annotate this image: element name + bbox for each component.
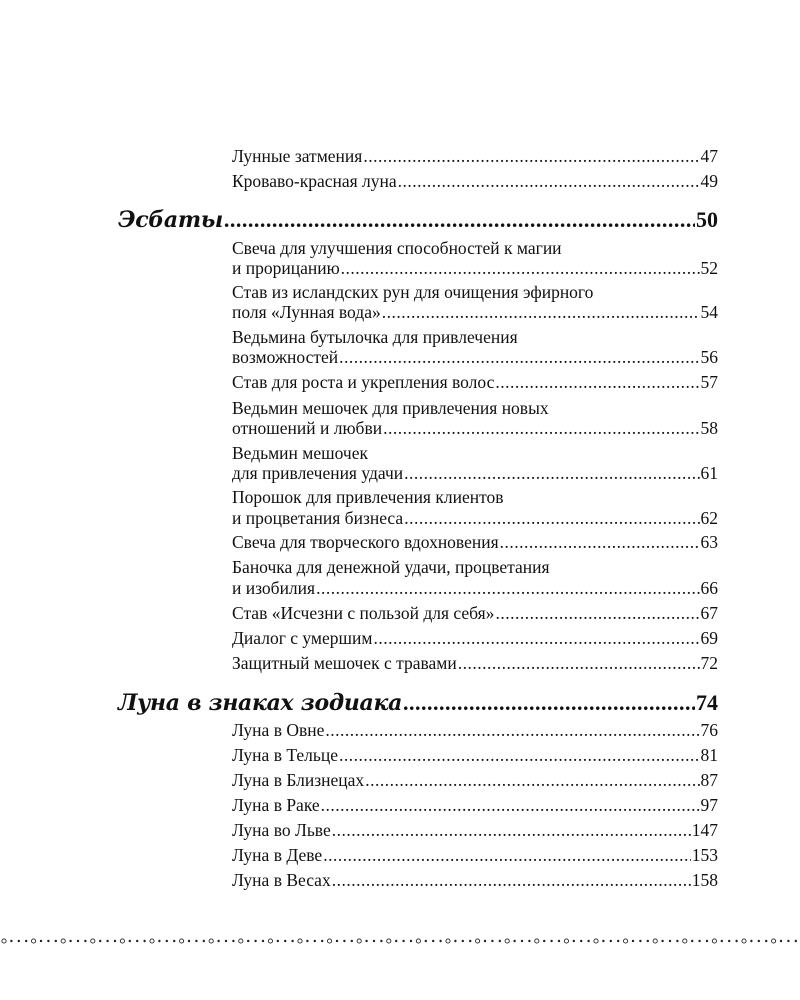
border-dot [735, 940, 737, 942]
toc-section-title: Эсбаты [118, 207, 223, 233]
border-dot [639, 940, 641, 942]
toc-entry [232, 171, 718, 191]
toc-entry-page: 56 [700, 347, 718, 367]
border-dot [632, 940, 634, 942]
toc-entry-page: 158 [691, 870, 718, 890]
toc-entry-page: 87 [700, 770, 718, 790]
border-dot [594, 939, 598, 943]
toc-entry-title: Луна во Льве [232, 820, 331, 840]
border-dot [120, 939, 124, 943]
border-dot [617, 940, 619, 942]
border-dot [47, 940, 49, 942]
border-dot [462, 940, 464, 942]
dot-leader [316, 578, 699, 598]
toc-entry [232, 532, 718, 552]
toc-entry-page: 153 [691, 845, 718, 865]
dot-leader [323, 845, 691, 865]
border-dot [328, 939, 332, 943]
toc-entry [232, 508, 718, 528]
dot-leader [458, 653, 700, 673]
toc-entry-page: 58 [700, 418, 718, 438]
toc-entry [232, 603, 718, 623]
dot-leader [365, 770, 699, 790]
toc-entry-line [232, 282, 718, 302]
dot-leader [332, 820, 691, 840]
border-dot [676, 940, 678, 942]
border-dot [10, 940, 12, 942]
toc-entry-title: поля «Лунная вода» [232, 302, 381, 322]
border-dot [765, 940, 767, 942]
border-dot [254, 940, 256, 942]
border-dot [232, 940, 234, 942]
border-dot [217, 940, 219, 942]
toc-entry [232, 870, 718, 890]
border-dot [298, 939, 302, 943]
border-dot [416, 939, 420, 943]
border-dot [225, 940, 227, 942]
dot-leader [398, 171, 700, 191]
border-dot [528, 940, 530, 942]
toc-entry [232, 770, 718, 790]
border-dot [84, 940, 86, 942]
border-dot [195, 940, 197, 942]
toc-entry [232, 347, 718, 367]
border-dot [380, 940, 382, 942]
border-dot [314, 940, 316, 942]
border-dot [25, 940, 27, 942]
dot-leader [404, 508, 699, 528]
toc-entry [232, 745, 718, 765]
border-dot [351, 940, 353, 942]
toc-entry-title: Свеча для улучшения способностей к магии [232, 238, 562, 258]
border-dot [505, 939, 509, 943]
border-dot [106, 940, 108, 942]
toc-entry-title: Луна в Весах [232, 870, 331, 890]
border-dot [143, 940, 145, 942]
dot-leader [382, 302, 700, 322]
border-dot [410, 940, 412, 942]
border-dot [772, 939, 776, 943]
border-dot [573, 940, 575, 942]
toc-entry-page: 147 [691, 820, 718, 840]
border-dot [432, 940, 434, 942]
toc-section-title: Луна в знаках зодиака [118, 690, 403, 716]
toc-entry-title: Став для роста и укрепления волос [232, 372, 495, 392]
border-dot [173, 940, 175, 942]
toc-entry-page: 81 [700, 745, 718, 765]
toc-entry-page: 52 [700, 258, 718, 278]
border-dot [91, 939, 95, 943]
toc-entry-title: отношений и любви [232, 418, 383, 438]
dot-leader [332, 870, 691, 890]
border-dot [543, 940, 545, 942]
border-dot [69, 940, 71, 942]
toc-entry [232, 258, 718, 278]
border-dot [454, 940, 456, 942]
dot-leader [321, 795, 700, 815]
border-dot [624, 939, 628, 943]
border-dot [521, 940, 523, 942]
border-dot [18, 940, 20, 942]
toc-entry [232, 372, 718, 392]
border-dot [610, 940, 612, 942]
border-dot [602, 940, 604, 942]
toc-entry-title: Свеча для творческого вдохновения [232, 532, 499, 552]
toc-entry-line [232, 443, 718, 463]
border-dot [484, 940, 486, 942]
border-dot [336, 940, 338, 942]
dot-leader [325, 720, 699, 740]
border-dot [721, 940, 723, 942]
toc-entry-title: Луна в Деве [232, 845, 323, 865]
border-dot [373, 940, 375, 942]
border-dot [40, 940, 42, 942]
border-dot [291, 940, 293, 942]
toc-entry-title: для привлечения удачи [232, 463, 404, 483]
border-dot [129, 940, 131, 942]
border-dot [712, 939, 716, 943]
toc-entry [232, 463, 718, 483]
border-dot [268, 939, 272, 943]
toc-section-page: 74 [696, 690, 718, 715]
toc-entry-page: 57 [700, 372, 718, 392]
toc-entry-line [232, 238, 718, 258]
toc-entry-page: 72 [700, 653, 718, 673]
toc-entry-page: 49 [700, 171, 718, 191]
toc-entry [232, 795, 718, 815]
border-dot [439, 940, 441, 942]
dot-leader [495, 603, 699, 623]
border-dot [564, 939, 568, 943]
toc-entry-title: Кроваво-красная луна [232, 171, 397, 191]
border-dot [469, 940, 471, 942]
border-dot [491, 940, 493, 942]
border-dot [795, 940, 797, 942]
toc-entry-title: и изобилия [232, 578, 316, 598]
border-dot [446, 939, 450, 943]
toc-entry-page: 67 [700, 603, 718, 623]
toc-entry-page: 69 [700, 628, 718, 648]
border-dot [284, 940, 286, 942]
border-dot [262, 940, 264, 942]
toc-entry [232, 720, 718, 740]
border-dot [136, 940, 138, 942]
border-dot [55, 940, 57, 942]
toc-entry-title: Защитный мешочек с травами [232, 653, 457, 673]
border-dot [758, 940, 760, 942]
border-dot [188, 940, 190, 942]
toc-entry [232, 418, 718, 438]
dot-leader [383, 418, 699, 438]
border-dot [209, 939, 213, 943]
border-dot [277, 940, 279, 942]
toc-entry-page: 76 [700, 720, 718, 740]
toc-entry-title: и прорицанию [232, 258, 340, 278]
toc-entry-line [232, 398, 718, 418]
toc-entry [232, 820, 718, 840]
border-dot [558, 940, 560, 942]
toc-entry-line [232, 327, 718, 347]
border-dot [647, 940, 649, 942]
border-dot [513, 940, 515, 942]
dot-leader [403, 690, 695, 716]
toc-entry [232, 628, 718, 648]
toc-section [118, 690, 718, 716]
border-dot [425, 940, 427, 942]
border-dot [476, 939, 480, 943]
border-dot [669, 940, 671, 942]
dot-leader [224, 207, 695, 233]
border-dot [728, 940, 730, 942]
border-dot [691, 940, 693, 942]
dot-leader [500, 532, 700, 552]
toc-entry-page: 66 [700, 578, 718, 598]
border-dot [166, 940, 168, 942]
border-dot [114, 940, 116, 942]
border-dot [750, 940, 752, 942]
border-dot [787, 940, 789, 942]
toc-section [118, 207, 718, 233]
toc-entry-title: Луна в Тельце [232, 745, 338, 765]
toc-entry-title: Ведьмин мешочек для привлечения новых [232, 398, 549, 418]
toc-entry-title: Луна в Раке [232, 795, 320, 815]
dot-leader [373, 628, 699, 648]
border-dot [587, 940, 589, 942]
border-dot [180, 939, 184, 943]
toc-entry-title: Луна в Овне [232, 720, 325, 740]
border-dot [499, 940, 501, 942]
dot-leader [495, 372, 699, 392]
border-dot [653, 939, 657, 943]
border-dot [742, 939, 746, 943]
toc-entry-title: Ведьмин мешочек [232, 443, 368, 463]
dot-leader [404, 463, 699, 483]
toc-entry-title: Лунные затмения [232, 146, 363, 166]
toc-entry [232, 302, 718, 322]
toc-entry-title: Порошок для привлечения клиентов [232, 487, 504, 507]
border-dot [402, 940, 404, 942]
toc-entry-title: Став из исландских рун для очищения эфирного [232, 282, 594, 302]
border-dot [661, 940, 663, 942]
dot-leader [339, 745, 700, 765]
border-dot [535, 939, 539, 943]
dot-leader [339, 347, 699, 367]
border-dot [550, 940, 552, 942]
toc-entry-page: 61 [700, 463, 718, 483]
toc-entry-title: Луна в Близнецах [232, 770, 365, 790]
border-dot [2, 939, 6, 943]
border-dot [321, 940, 323, 942]
toc-entry [232, 845, 718, 865]
border-dot [706, 940, 708, 942]
toc-entry-line [232, 557, 718, 577]
toc-entry-title: Став «Исчезни с пользой для себя» [232, 603, 495, 623]
toc-entry-page: 54 [700, 302, 718, 322]
border-dot [61, 939, 65, 943]
border-dot [247, 940, 249, 942]
toc-entry-title: и процветания бизнеса [232, 508, 404, 528]
toc-entry-page: 97 [700, 795, 718, 815]
toc-entry-page: 62 [700, 508, 718, 528]
border-dot [150, 939, 154, 943]
dot-leader [363, 146, 699, 166]
toc-section-page: 50 [696, 207, 718, 232]
border-dot [239, 939, 243, 943]
toc-entry-title: Ведьмина бутылочка для привлечения [232, 327, 518, 347]
border-dot [580, 940, 582, 942]
border-dot [387, 939, 391, 943]
toc-entry-title: Диалог с умершим [232, 628, 373, 648]
border-dot [698, 940, 700, 942]
toc-entry-page: 47 [700, 146, 718, 166]
decorative-dotted-border [0, 934, 800, 948]
border-dot [395, 940, 397, 942]
border-dot [683, 939, 687, 943]
border-dot [343, 940, 345, 942]
border-dot [365, 940, 367, 942]
toc-entry-title: возможностей [232, 347, 339, 367]
toc-entry [232, 653, 718, 673]
toc-entry-line [232, 487, 718, 507]
dot-leader [341, 258, 700, 278]
border-dot [780, 940, 782, 942]
border-dot [99, 940, 101, 942]
toc-entry-page: 63 [700, 532, 718, 552]
border-dot [306, 940, 308, 942]
border-dot [357, 939, 361, 943]
toc-entry [232, 146, 718, 166]
border-dot [77, 940, 79, 942]
border-dot [158, 940, 160, 942]
border-dot [203, 940, 205, 942]
border-dot [31, 939, 35, 943]
toc-entry-title: Баночка для денежной удачи, процветания [232, 557, 550, 577]
toc-entry [232, 578, 718, 598]
